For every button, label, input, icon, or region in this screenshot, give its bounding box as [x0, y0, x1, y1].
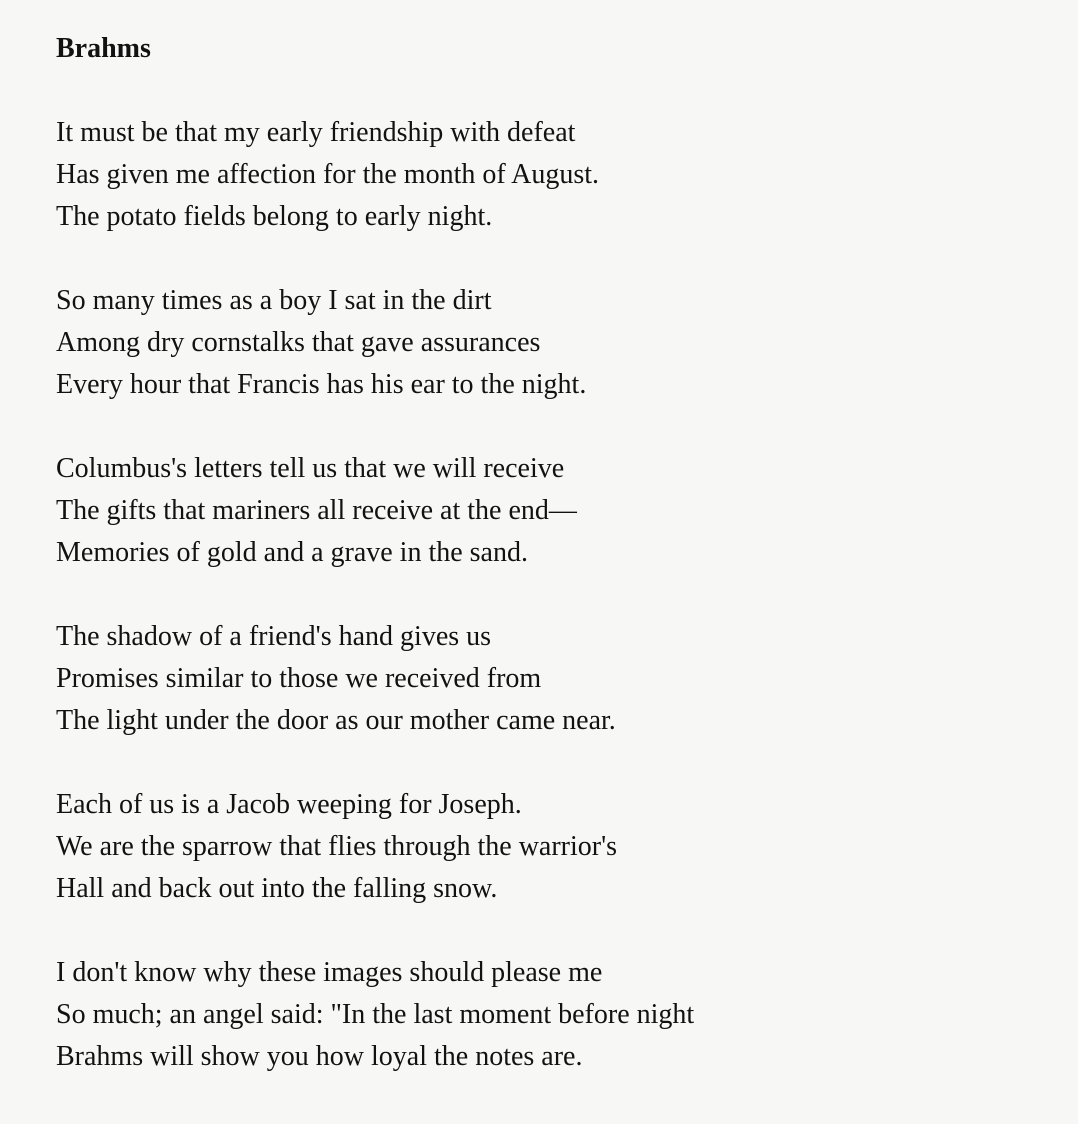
stanza: [56, 280, 1078, 406]
poem-body: [56, 112, 1078, 1078]
poem-line: Columbus's letters tell us that we will receive: [56, 453, 565, 484]
stanza: [56, 112, 1078, 238]
poem-line: So much; an angel said: "In the last moment before night: [56, 999, 695, 1030]
poem-line: It must be that my early friendship with defeat: [56, 117, 576, 148]
poem-line: Memories of gold and a grave in the sand.: [56, 537, 528, 568]
poem-line: I don't know why these images should please me: [56, 957, 603, 988]
stanza: [56, 448, 1078, 574]
poem-title: Brahms: [56, 33, 151, 64]
poem-line: Has given me affection for the month of August.: [56, 159, 600, 190]
poem-line: The shadow of a friend's hand gives us: [56, 621, 492, 652]
poem-line: So many times as a boy I sat in the dirt: [56, 285, 492, 316]
stanza: [56, 616, 1078, 742]
poem-line: We are the sparrow that flies through the warrior's: [56, 831, 618, 862]
stanza: [56, 784, 1078, 910]
stanza: [56, 952, 1078, 1078]
poem-line: Promises similar to those we received from: [56, 663, 542, 694]
poem-line: The potato fields belong to early night.: [56, 201, 493, 232]
poem-line: The gifts that mariners all receive at the end—: [56, 495, 577, 526]
poem-line: The light under the door as our mother came near.: [56, 705, 616, 736]
poem-line: Brahms will show you how loyal the notes are.: [56, 1041, 583, 1072]
poem-line: Among dry cornstalks that gave assurances: [56, 327, 541, 358]
poem-line: Hall and back out into the falling snow.: [56, 873, 498, 904]
poem-line: Each of us is a Jacob weeping for Joseph.: [56, 789, 522, 820]
poem-line: Every hour that Francis has his ear to the night.: [56, 369, 587, 400]
